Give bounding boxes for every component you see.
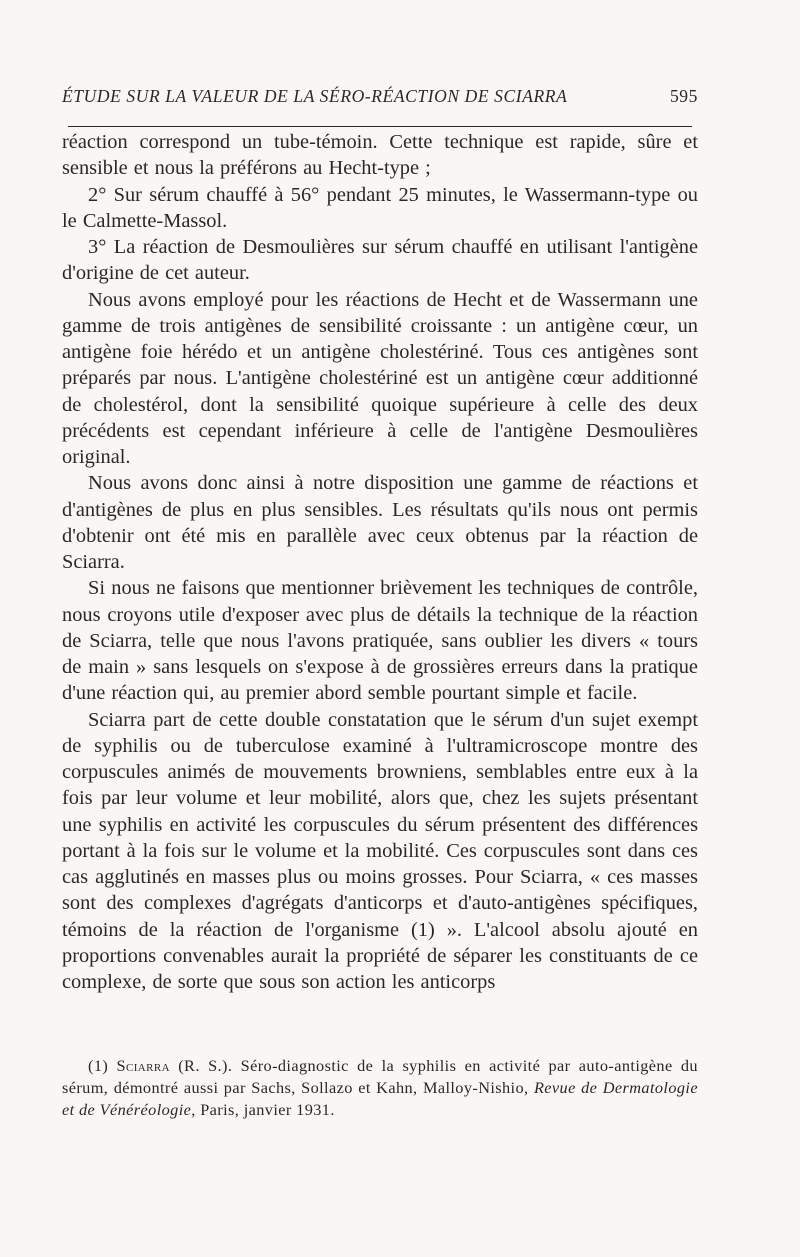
body-text	[62, 129, 698, 995]
footnote-date: , Paris, janvier 1931.	[191, 1100, 335, 1119]
paragraph-continuation: réaction correspond un tube-témoin. Cette technique est rapide, sûre et sensible et nous la préférons au Hecht-type ;	[62, 131, 698, 180]
paragraph: 3° La réaction de Desmoulières sur sérum chauffé en utilisant l'antigène d'origine de cet auteur.	[62, 236, 698, 285]
paragraph: Nous avons employé pour les réactions de Hecht et de Wassermann une gamme de trois antigènes de sensibilité croissante : un antigène cœur, un antigène foie hérédo et un antigène cholestériné. Tous ces antigènes sont préparés par nous. L'antigène cholestériné est un antigène cœur additionné de cholestérol, dont la sensibilité quoique supérieure à celle des deux précédents est cependant inférieure à celle de l'antigène Desmoulières original.	[62, 288, 698, 468]
paragraph: Nous avons donc ainsi à notre disposition une gamme de réactions et d'antigènes de plus en plus sensibles. Les résultats qu'ils nous ont permis d'obtenir ont été mis en parallèle avec ceux obtenus par la réaction de Sciarra.	[62, 472, 698, 573]
footnote-text: Séro-diagnostic de la syphilis en activité par auto-antigène du sérum, démontré aussi par Sachs, Sollazo et Kahn, Malloy-Nishio,	[62, 1056, 698, 1097]
paragraph: Sciarra part de cette double constatation que le sérum d'un sujet exempt de syphilis ou de tuberculose examiné à l'ultramicroscope montre des corpuscules animés de mouvements browniens, semblables entre eux à la fois par leur volume et leur mobilité, alors que, chez les sujets présentant une syphilis en activité les corpuscules du sérum présentent des différences portant à la fois sur le volume et la mobilité. Ces corpuscules sont dans ces cas agglutinés en masses plus ou moins grosses. Pour Sciarra, « ces masses sont des complexes d'agrégats d'anticorps et d'auto-antigènes spécifiques, témoins de la réaction de l'organisme (1) ». L'alcool absolu ajouté en proportions convenables aurait la propriété de séparer les constituants de ce complexe, de sorte que sous son action les anticorps	[62, 708, 698, 993]
footnote	[62, 1055, 698, 1121]
footnote-author-initials: (R. S.).	[178, 1056, 233, 1075]
header-rule	[68, 126, 692, 127]
footnote-author: Sciarra	[116, 1056, 170, 1075]
footnotes	[62, 1055, 698, 1121]
footnote-marker: (1)	[88, 1056, 109, 1075]
page-number: 595	[669, 86, 698, 106]
document-page	[62, 0, 698, 1257]
paragraph: 2° Sur sérum chauffé à 56° pendant 25 minutes, le Wassermann-type ou le Calmette-Massol.	[62, 183, 698, 232]
running-title: ÉTUDE SUR LA VALEUR DE LA SÉRO-RÉACTION DE SCIARRA	[62, 86, 568, 106]
footnote-journal: Revue de Dermatologie et de Vénéréologie	[62, 1078, 698, 1119]
paragraph: Si nous ne faisons que mentionner brièvement les techniques de contrôle, nous croyons utile d'exposer avec plus de détails la technique de la réaction de Sciarra, telle que nous l'avons pratiquée, sans oublier les divers « tours de main » sans lesquels on s'expose à de grossières erreurs dans la pratique d'une réaction qui, au premier abord semble pourtant simple et facile.	[62, 577, 698, 705]
